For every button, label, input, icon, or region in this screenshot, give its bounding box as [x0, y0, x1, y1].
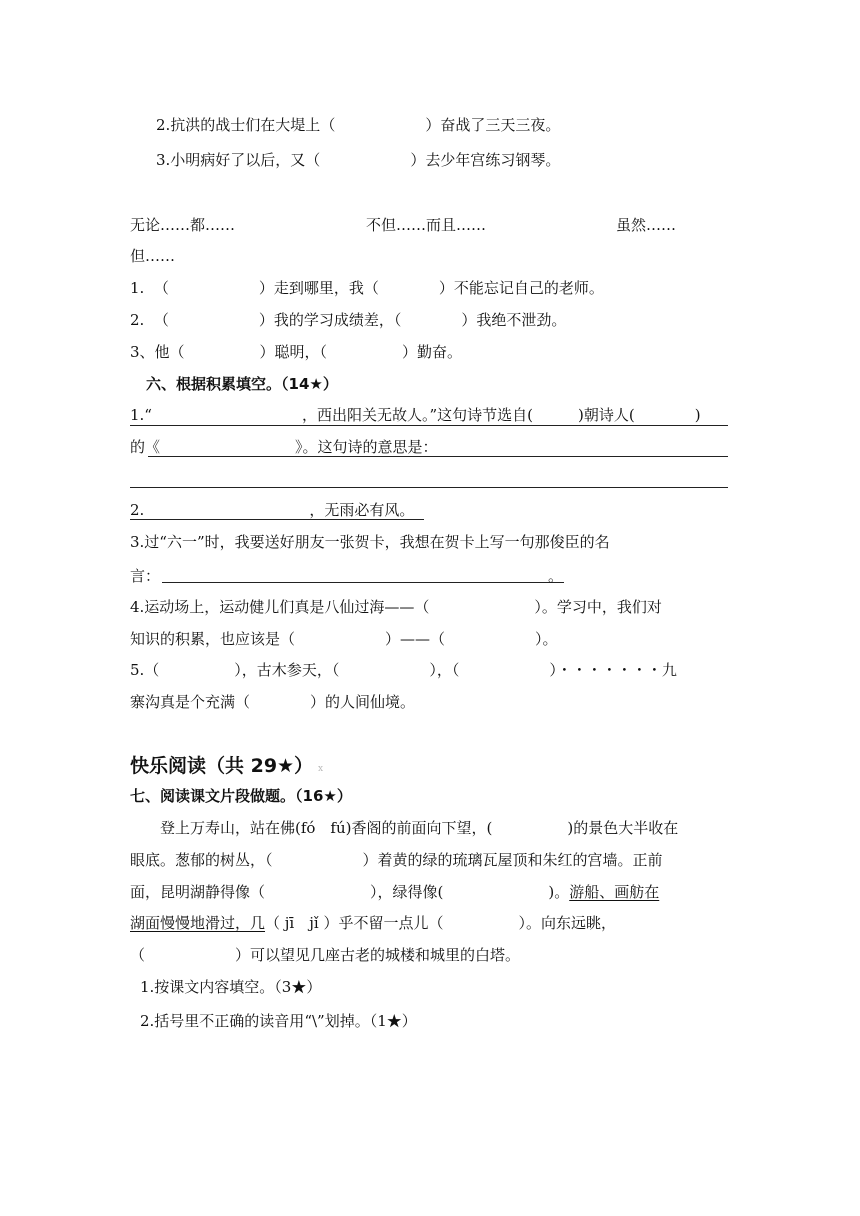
connective-line-1: 1. （ ）走到哪里，我（ ）不能忘记自己的老师。 — [130, 279, 604, 297]
connective-option-3: 虽然…… — [616, 216, 677, 234]
q1-line-b: 的《 》。这句诗的意思是： — [130, 438, 438, 456]
connective-option-3-tail: 但…… — [130, 247, 176, 265]
answer-underline — [130, 425, 728, 426]
q3-line-b-label: 言： — [130, 567, 161, 585]
passage-line-4-text: （ jī jǐ ）乎不留一点儿（ ）。向东远眺， — [265, 914, 616, 932]
connective-option-2: 不但……而且…… — [366, 216, 487, 234]
question-2: 2.括号里不正确的读音用“\”划掉。（1★） — [140, 1012, 417, 1030]
section-7-title: 七、阅读课文片段做题。（16★） — [130, 787, 352, 805]
passage-line-2: 眼底。葱郁的树丛，（ ）着黄的绿的琉璃瓦屋顶和朱红的宫墙。正前 — [130, 851, 663, 869]
answer-underline — [162, 582, 564, 583]
q2-line: 2. ，无雨必有风。 — [130, 501, 415, 519]
reading-title: 快乐阅读（共 29★） — [130, 755, 314, 777]
q5-line-a: 5.（ ），古木参天，（ ），（ ）・・・・・・・九 — [130, 661, 677, 679]
q3-line-a: 3.过“六一”时，我要送好朋友一张贺卡，我想在贺卡上写一句那俊臣的名 — [130, 533, 610, 551]
question-1: 1.按课文内容填空。（3★） — [140, 978, 322, 996]
q3-line-b-end: 。 — [548, 567, 564, 585]
q4-line-b: 知识的积累，也应该是（ ）——（ ）。 — [130, 630, 558, 648]
connective-line-2: 2. （ ）我的学习成绩差，（ ）我绝不泄劲。 — [130, 311, 567, 329]
faint-mark: x — [318, 764, 324, 774]
passage-line-4 — [130, 913, 616, 933]
connective-option-1: 无论……都…… — [130, 216, 236, 234]
answer-underline — [130, 487, 728, 488]
answer-underline — [130, 519, 424, 520]
passage-underlined-1: 游船、画舫在 — [569, 883, 660, 901]
answer-underline — [148, 456, 728, 457]
q4-line-a: 4.运动场上，运动健儿们真是八仙过海——（ ）。学习中，我们对 — [130, 598, 662, 616]
passage-line-3 — [130, 882, 659, 902]
passage-line-5: （ ）可以望见几座古老的城楼和城里的白塔。 — [130, 946, 521, 964]
section-6-title: 六、根据积累填空。（14★） — [146, 375, 338, 393]
passage-line-1: 登上万寿山，站在佛(fó fú)香阁的前面向下望，( )的景色大半收在 — [130, 819, 679, 837]
q5-line-b: 寨沟真是个充满（ ）的人间仙境。 — [130, 693, 416, 711]
connective-line-3: 3、他（ ）聪明，（ ）勤奋。 — [130, 343, 463, 361]
passage-underlined-2: 湖面慢慢地滑过，几 — [130, 914, 266, 932]
fill-item-3: 3.小明病好了以后，又（ ）去少年宫练习钢琴。 — [156, 151, 561, 169]
q1-line-a: 1.“ ，西出阳关无故人。”这句诗节选自( )朝诗人( ) — [130, 406, 701, 424]
passage-line-3-text: 面，昆明湖静得像（ ），绿得像( )。 — [130, 883, 570, 901]
fill-item-2: 2.抗洪的战士们在大堤上（ ）奋战了三天三夜。 — [156, 116, 561, 134]
